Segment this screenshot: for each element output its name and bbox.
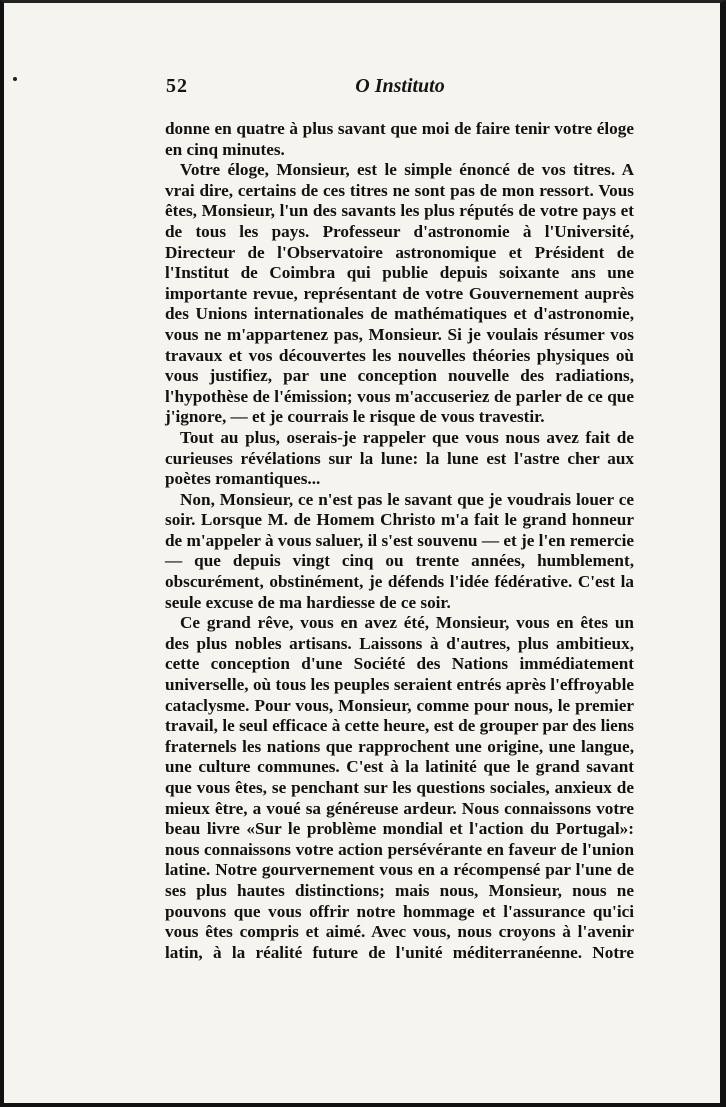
paragraph-titles: Votre éloge, Monsieur, est le simple énoncé de vos titres. A vrai dire, certains de ces titres ne sont pas de mon ressort. Vous êtes, Monsieur, l'un des savants les plus réputés de votre pays et de tous les pays. Professeur d'astronomie à l'Université, Directeur de l'Observatoire astronomique et Président de l'Institut de Coimbra qui publie depuis soixante ans une importante revue, représentant de votre Gouvernement auprès des Unions internationales de mathématiques et d'astronomie, vous ne m'appartenez pas, Monsieur. Si je voulais résumer vos travaux et vos découvertes les nouvelles théories physiques où vous justifiez, par une conception nouvelle des radiations, l'hypothèse de l'émission; vous m'accuseriez de parler de ce que j'ignore, — et je courrais le risque de vous travestir.: [165, 160, 634, 427]
body-text: [165, 119, 634, 963]
paragraph-moon: Tout au plus, oserais-je rappeler que vous nous avez fait de curieuses révélations sur la lune: la lune est l'astre cher aux poètes romantiques...: [165, 427, 634, 489]
paragraph-latin-union: Ce grand rêve, vous en avez été, Monsieur, vous en êtes un des plus nobles artisans. Laissons à d'autres, plus ambitieux, cette conception d'une Société des Nations immédiatement universelle, où tous les peuples seraient entrés après l'effroyable cataclysme. Pour vous, Monsieur, comme pour nous, le premier travail, le seul efficace à cette heure, est de grouper par des liens fraternels les nations que rapprochent une origine, une langue, une culture communes. C'est à la latinité que le grand savant que vous êtes, se penchant sur les questions sociales, anxieux de mieux être, a voué sa généreuse ardeur. Nous connaissons votre beau livre «Sur le problème mondial et l'action du Portugal»: nous connaissons votre action persévérante en faveur de l'union latine. Notre gourvernement vous en a récompensé par l'une de ses plus hautes distinctions; mais nous, Monsieur, nous ne pouvons que vous offrir notre hommage et l'assurance qu'ici vous êtes compris et aimé. Avec vous, nous croyons à l'avenir latin, à la réalité future de l'unité méditerranéenne. Notre: [165, 613, 634, 962]
paragraph-federative-idea: Non, Monsieur, ce n'est pas le savant que je voudrais louer ce soir. Lorsque M. de Homem Christo m'a fait le grand honneur de m'appeler à vous saluer, il s'est souvenu — et je l'en remercie — que depuis vingt cinq ou trente années, humblement, obscurément, obstinément, je défends l'idée fédérative. C'est la seule excuse de ma hardiesse de ce soir.: [165, 489, 634, 612]
page-header: [166, 73, 634, 103]
page-number: 52: [166, 75, 188, 97]
running-title: O Instituto: [355, 75, 445, 97]
paragraph-continuation: donne en quatre à plus savant que moi de faire tenir votre éloge en cinq minutes.: [165, 119, 634, 159]
scan-speck: [13, 77, 17, 81]
